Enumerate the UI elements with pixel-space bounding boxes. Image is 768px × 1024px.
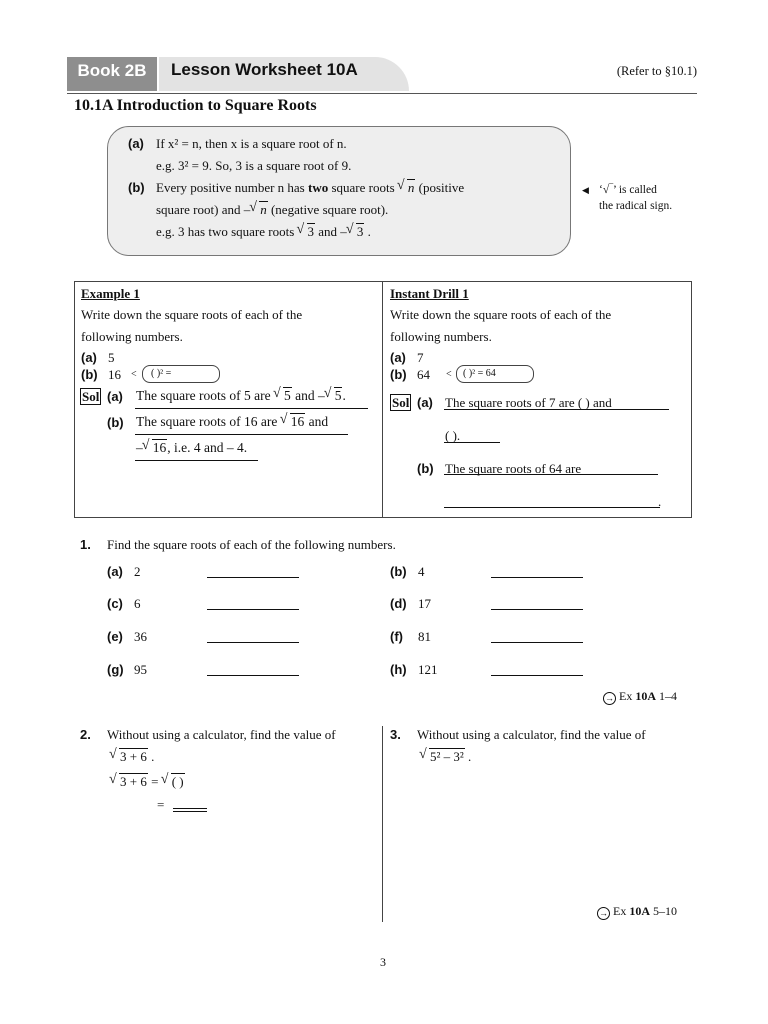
radical: [325, 388, 346, 404]
section-title: 10.1A Introduction to Square Roots: [74, 97, 317, 114]
def-b3-text2: and –: [315, 224, 347, 239]
answer-blank[interactable]: [491, 577, 583, 578]
example-a-label: (a): [81, 350, 97, 365]
q3-text: Without using a calculator, find the value of: [417, 727, 646, 742]
radical: [298, 224, 316, 240]
radical: [398, 180, 416, 196]
ref-text: 5–10: [650, 904, 678, 918]
radicand: n: [407, 180, 415, 195]
q1-item-value: 121: [418, 662, 438, 677]
book-label: Book 2B: [77, 61, 147, 80]
radical: [143, 440, 168, 456]
q1-item-value: 2: [134, 564, 141, 579]
answer-underline: [135, 434, 348, 435]
q1-number: 1.: [80, 537, 91, 552]
ref-bold: 10A: [629, 904, 651, 918]
def-b-bold: two: [308, 180, 329, 195]
sol-text: The square roots of 5 are: [136, 388, 274, 403]
radical: [347, 224, 365, 240]
drill-hint-bubble: [456, 365, 534, 383]
sol-text: and: [305, 414, 329, 429]
example-sol-b2: [136, 440, 247, 456]
side-note-2: the radical sign.: [599, 200, 673, 212]
q1-item-label: (e): [107, 629, 123, 644]
example-hint: ( )² =: [151, 368, 172, 379]
drill-b-value: 64: [417, 367, 430, 382]
drill-sol-tag: Sol: [392, 395, 410, 410]
example-divider: [382, 281, 383, 517]
answer-blank[interactable]: [491, 609, 583, 610]
radicand: 3 + 6: [120, 774, 147, 789]
drill-desc-2: following numbers.: [390, 329, 492, 344]
hint-pointer: <: [446, 369, 452, 380]
page-number: 3: [380, 955, 386, 969]
radical: [162, 774, 185, 790]
q1-item-label: (b): [390, 564, 407, 579]
q1-text: Find the square roots of each of the following numbers.: [107, 537, 396, 552]
radicand: 16: [290, 414, 305, 429]
exercise-arrow-icon: →: [599, 908, 608, 918]
def-b-text2: square roots: [328, 180, 398, 195]
radical: [420, 749, 465, 765]
q3-exercise-ref: [597, 904, 677, 920]
q2-number: 2.: [80, 727, 91, 742]
side-note-1: ‘√‾’ is called: [599, 184, 657, 196]
radicand: 3: [356, 224, 364, 239]
def-b-line1: [156, 180, 464, 196]
example-sol-tag: Sol: [82, 389, 100, 404]
def-b-text3: (positive: [415, 180, 465, 195]
header-bar: [67, 57, 697, 94]
drill-sol-a2: ( ).: [445, 428, 461, 443]
radicand: n: [260, 202, 267, 217]
example-sol-b-label: (b): [107, 415, 124, 430]
q2-equals: =: [157, 797, 165, 812]
answer-underline: [135, 460, 258, 461]
drill-a-label: (a): [390, 350, 406, 365]
drill-sol-a: The square roots of 7 are ( ) and: [445, 395, 612, 410]
q1-item-value: 95: [134, 662, 147, 677]
answer-blank[interactable]: [491, 642, 583, 643]
drill-a-value: 7: [417, 350, 424, 365]
radical: [110, 774, 148, 790]
answer-blank[interactable]: [207, 675, 299, 676]
def-a-line1: If x² = n, then x is a square root of n.: [156, 136, 347, 151]
answer-blank[interactable]: [444, 507, 660, 508]
q3-expr: [420, 749, 471, 765]
hint-pointer: <: [131, 369, 137, 380]
example-desc-1: Write down the square roots of each of the: [81, 307, 303, 322]
radicand: 16: [152, 440, 167, 455]
q1-item-label: (g): [107, 662, 124, 677]
radicand: ( ): [171, 774, 184, 789]
left-arrow-icon: ◀: [582, 185, 589, 195]
refer-note: (Refer to §10.1): [616, 64, 697, 78]
sol-text: .: [342, 388, 346, 403]
book-tab: [67, 57, 157, 91]
q1-item-value: 4: [418, 564, 425, 579]
q1-item-label: (h): [390, 662, 407, 677]
drill-title: Instant Drill 1: [390, 286, 469, 301]
q2-text: Without using a calculator, find the value of: [107, 727, 336, 742]
q3-number: 3.: [390, 727, 401, 742]
radical: [110, 749, 148, 765]
expr-post: .: [147, 749, 155, 764]
def-b-label: (b): [128, 180, 145, 195]
def-a-line2: e.g. 3² = 9. So, 3 is a square root of 9.: [156, 158, 352, 173]
radicand: 3 + 6: [120, 749, 147, 764]
answer-blank[interactable]: [207, 577, 299, 578]
worksheet-title: Lesson Worksheet 10A: [171, 60, 358, 79]
def-b2-text2: (negative square root).: [267, 202, 389, 217]
q1-item-value: 81: [418, 629, 431, 644]
answer-blank[interactable]: [207, 642, 299, 643]
radicand: 5: [334, 388, 342, 403]
q-divider: [382, 726, 383, 922]
radicand: 5: [283, 388, 291, 403]
def-b3-text3: .: [364, 224, 371, 239]
q1-item-value: 6: [134, 596, 141, 611]
def-a-label: (a): [128, 136, 144, 151]
drill-hint: ( )² = 64: [463, 368, 496, 379]
drill-b-label: (b): [390, 367, 407, 382]
radicand: 5² – 3²: [430, 749, 464, 764]
answer-underline: [135, 408, 368, 409]
radical: [281, 414, 306, 430]
answer-blank[interactable]: [173, 808, 207, 809]
q2-expr: [110, 749, 154, 765]
drill-sol-b: The square roots of 64 are: [445, 461, 582, 476]
q1-item-label: (c): [107, 596, 123, 611]
example-b-label: (b): [81, 367, 98, 382]
exercise-arrow-icon: →: [605, 693, 614, 703]
example-title: Example 1: [81, 286, 140, 301]
example-b-value: 16: [108, 367, 121, 382]
example-desc-2: following numbers.: [81, 329, 183, 344]
q1-item-label: (f): [390, 629, 403, 644]
ref-text: Ex: [619, 689, 636, 703]
expr-post: .: [464, 749, 472, 764]
ref-text: 1–4: [656, 689, 678, 703]
drill-sol-b2: .: [658, 494, 662, 509]
example-a-value: 5: [108, 350, 115, 365]
sol-text: The square roots of 16 are: [136, 414, 281, 429]
drill-sol-b-label: (b): [417, 461, 434, 476]
q1-item-value: 17: [418, 596, 431, 611]
ref-bold: 10A: [635, 689, 657, 703]
sol-text: , i.e. 4 and – 4.: [167, 440, 248, 455]
sol-text: and –: [291, 388, 325, 403]
answer-underline: [444, 474, 658, 475]
q2-step-1: [110, 774, 185, 790]
q1-item-value: 36: [134, 629, 147, 644]
example-hint-bubble: [142, 365, 220, 383]
answer-underline: [444, 409, 669, 410]
def-b-line3: [156, 224, 371, 240]
q1-item-label: (d): [390, 596, 407, 611]
answer-blank[interactable]: [207, 609, 299, 610]
example-sol-a: [136, 388, 346, 404]
step-eq: =: [147, 774, 162, 789]
radical: [274, 388, 292, 404]
q1-item-label: (a): [107, 564, 123, 579]
def-b-text: Every positive number n has: [156, 180, 308, 195]
drill-sol-a-label: (a): [417, 395, 433, 410]
example-sol-a-label: (a): [107, 389, 123, 404]
drill-desc-1: Write down the square roots of each of the: [390, 307, 612, 322]
example-sol-b: [136, 414, 328, 430]
radical: [250, 202, 268, 218]
ref-text: Ex: [613, 904, 630, 918]
q1-exercise-ref: [603, 689, 677, 705]
def-b3-text: e.g. 3 has two square roots: [156, 224, 298, 239]
def-b-line2: [156, 202, 388, 218]
answer-underline: [444, 442, 500, 443]
answer-blank[interactable]: [173, 811, 207, 812]
answer-blank[interactable]: [491, 675, 583, 676]
radicand: 3: [307, 224, 315, 239]
def-b2-text: square root) and –: [156, 202, 251, 217]
sol-text: –: [136, 440, 143, 455]
